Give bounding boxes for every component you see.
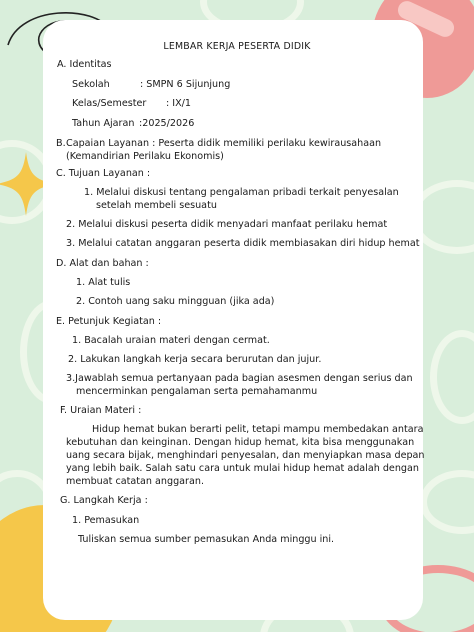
petunjuk-item-2: 2. Lakukan langkah kerja secara berurutan dan jujur. [68, 354, 322, 365]
alat-item-1: 1. Alat tulis [76, 277, 131, 288]
langkah-item-1: 1. Pemasukan [72, 515, 140, 526]
uraian-line-1: Hidup hemat bukan berarti pelit, tetapi mampu membedakan antara [92, 424, 424, 435]
langkah-heading: G. Langkah Kerja : [60, 495, 148, 506]
uraian-line-4: yang lebih baik. Salah satu cara untuk mulai hidup hemat adalah dengan [66, 463, 419, 474]
capaian-line-1: Capaian Layanan : Peserta didik memiliki perilaku kewirausahaan [66, 138, 382, 149]
tahun-value: :2025/2026 [139, 118, 195, 129]
tujuan-item-1: 1. Melalui diskusi tentang pengalaman pribadi terkait penyesalan [84, 187, 399, 198]
kelas-label: Kelas/Semester [72, 98, 147, 109]
tujuan-item-1-cont: setelah membeli sesuatu [96, 200, 217, 211]
capaian-marker: B. [56, 138, 66, 149]
petunjuk-item-1: 1. Bacalah uraian materi dengan cermat. [72, 335, 270, 346]
identitas-heading: A. Identitas [57, 59, 112, 70]
uraian-line-3: uang secara bijak, menghindari penyesalan, dan menyiapkan masa depan [66, 450, 425, 461]
tujuan-heading: C. Tujuan Layanan : [56, 168, 151, 179]
petunjuk-item-3: 3.Jawablah semua pertanyaan pada bagian asesmen dengan serius dan [66, 373, 413, 384]
langkah-item-1-text: Tuliskan semua sumber pemasukan Anda minggu ini. [78, 534, 335, 545]
tahun-label: Tahun Ajaran [72, 118, 135, 129]
petunjuk-item-3-cont: mencerminkan pengalaman serta pemahamanmu [76, 386, 318, 397]
alat-heading: D. Alat dan bahan : [56, 258, 149, 269]
kelas-value: : IX/1 [166, 98, 192, 109]
alat-item-2: 2. Contoh uang saku mingguan (jika ada) [76, 296, 275, 307]
uraian-line-2: kebutuhan dan keinginan. Dengan hidup hemat, kita bisa menggunakan [66, 437, 415, 448]
sekolah-value: : SMPN 6 Sijunjung [140, 79, 231, 90]
tujuan-item-3: 3. Melalui catatan anggaran peserta didik membiasakan diri hidup hemat [66, 238, 420, 249]
tujuan-item-2: 2. Melalui diskusi peserta didik menyadari manfaat perilaku hemat [66, 219, 388, 230]
uraian-line-5: membuat catatan anggaran. [66, 476, 204, 487]
uraian-heading: F. Uraian Materi : [60, 405, 142, 416]
sekolah-label: Sekolah [72, 79, 110, 90]
capaian-line-2: (Kemandirian Perilaku Ekonomis) [66, 151, 224, 162]
petunjuk-heading: E. Petunjuk Kegiatan : [56, 316, 162, 327]
page-title: LEMBAR KERJA PESERTA DIDIK [163, 41, 311, 52]
